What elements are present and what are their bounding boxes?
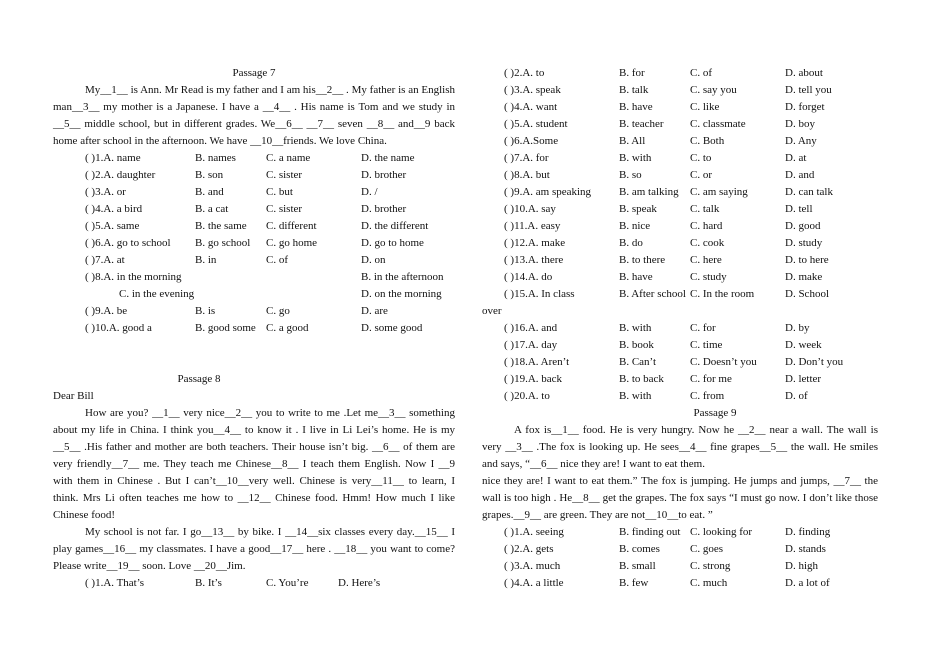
passage-8-greeting: Dear Bill <box>53 390 94 402</box>
option-text: C. in the evening <box>119 288 195 300</box>
option-text: C. or <box>690 169 712 181</box>
option-text: B. am talking <box>619 186 679 198</box>
question-row <box>482 218 878 235</box>
option-text: D. can talk <box>785 186 833 198</box>
question-row <box>482 133 878 150</box>
option-text: ( )16.A. and <box>504 322 558 334</box>
option-text: D. high <box>785 560 818 572</box>
passage-9-text-1: A fox is__1__ food. He is very hungry. Now he __2__ near a wall. The wall is very __3__ .The fox is looking up. He sees__4__ fine grapes__5__ the wall. He smiles and says, “__6__ nice they are! I want to eat them. <box>482 424 878 470</box>
option-text: C. sister <box>266 169 303 181</box>
passage-7-title: Passage 7 <box>232 67 276 79</box>
question-row <box>482 337 878 354</box>
passage-9-title: Passage 9 <box>693 407 737 419</box>
option-text: ( )8.A. but <box>504 169 550 181</box>
option-text: B. so <box>619 169 642 181</box>
option-text: B. good some <box>195 322 256 334</box>
passage-8-title: Passage 8 <box>177 373 221 385</box>
option-text: B. names <box>195 152 236 164</box>
option-text: D. go to home <box>361 237 424 249</box>
left-column <box>53 65 455 592</box>
option-text: C. strong <box>690 560 731 572</box>
option-text: ( )8.A. in the morning <box>85 271 182 283</box>
passage-7-text: My__1__ is Ann. Mr Read is my father and I am his__2__ . My father is an English man__3__ my mother is a Japanese. I have a __4__ . His name is Tom and we study in __5__ middle school, but in different grades. We__6__ __7__ seven __8__ and__9 back home after school in the afternoon. We have __10__friends. We love China. <box>53 84 455 147</box>
option-text: B. few <box>619 577 649 589</box>
passage-8-questions-right <box>482 65 878 405</box>
option-text: C. of <box>690 67 712 79</box>
option-text: D. good <box>785 220 821 232</box>
option-text: B. in the afternoon <box>361 271 444 283</box>
option-text: C. here <box>690 254 722 266</box>
option-text: D. make <box>785 271 823 283</box>
option-text: ( )11.A. easy <box>504 220 561 232</box>
option-text: C. classmate <box>690 118 746 130</box>
option-text: C. of <box>266 254 288 266</box>
option-text: B. talk <box>619 84 649 96</box>
option-text: C. a name <box>266 152 311 164</box>
passage-8-text-1: How are you? __1__ very nice__2__ you to write to me .Let me__3__ something about my life in China. I think you__4__ to know it . I live in Li Lei’s home. He is my __5__ .His father and mother are both teachers. Their house isn’t big. __6__ of them are very friendly__7__ me. They teach me Chinese__8__ I teach them English. Now I __9 with them in Chinese . But I can’t__10__very well. Chinese is very__11__ to learn, I think. Mrs Li often teaches me how to __12__ Chinese food. Hmm! How much I like Chinese food! <box>53 407 455 521</box>
question-row <box>53 235 455 252</box>
option-text: D. School <box>785 288 829 300</box>
option-text: D. to here <box>785 254 829 266</box>
option-text: D. forget <box>785 101 825 113</box>
option-text: C. sister <box>266 203 303 215</box>
passage-8-questions-left <box>53 575 455 592</box>
option-text: B. in <box>195 254 217 266</box>
option-text: D. / <box>361 186 378 198</box>
question-row <box>53 150 455 167</box>
option-text: B. small <box>619 560 656 572</box>
question-row <box>53 167 455 184</box>
question-row <box>482 269 878 286</box>
question-row <box>482 116 878 133</box>
option-text: B. do <box>619 237 643 249</box>
option-text: ( )9.A. be <box>85 305 128 317</box>
option-text: ( )6.A. go to school <box>85 237 171 249</box>
option-text: ( )2.A. daughter <box>85 169 156 181</box>
option-text: B. book <box>619 339 654 351</box>
question-row <box>482 252 878 269</box>
option-text: D. on the morning <box>361 288 442 300</box>
option-text: B. go school <box>195 237 251 249</box>
option-text: C. to <box>690 152 712 164</box>
option-text: B. the same <box>195 220 247 232</box>
question-row <box>482 524 878 541</box>
option-text: ( )4.A. a bird <box>85 203 143 215</box>
question-row <box>482 235 878 252</box>
option-text: B. son <box>195 169 224 181</box>
question-row <box>482 320 878 337</box>
option-text: B. a cat <box>195 203 229 215</box>
option-text: C. study <box>690 271 727 283</box>
option-text: D. the name <box>361 152 415 164</box>
option-text: ( )15.A. In class <box>504 288 575 300</box>
option-text: B. is <box>195 305 216 317</box>
option-text: B. teacher <box>619 118 664 130</box>
option-text: ( )18.A. Aren’t <box>504 356 570 368</box>
option-text: ( )3.A. speak <box>504 84 561 96</box>
option-text: ( )3.A. or <box>85 186 126 198</box>
option-text: ( )19.A. back <box>504 373 563 385</box>
option-text: D. letter <box>785 373 822 385</box>
option-text: D. some good <box>361 322 423 334</box>
option-text: C. like <box>690 101 720 113</box>
question-row <box>482 82 878 99</box>
option-text: C. a good <box>266 322 309 334</box>
option-text: D. week <box>785 339 822 351</box>
option-text: D. and <box>785 169 815 181</box>
option-text: ( )5.A. same <box>85 220 140 232</box>
option-text: B. It’s <box>195 577 222 589</box>
option-text: C. Doesn’t you <box>690 356 757 368</box>
option-text: D. by <box>785 322 810 334</box>
option-text: D. brother <box>361 203 407 215</box>
option-text: D. finding <box>785 526 831 538</box>
option-text: over <box>482 305 502 317</box>
question-row <box>482 286 878 303</box>
option-text: C. am saying <box>690 186 748 198</box>
option-text: D. boy <box>785 118 815 130</box>
option-text: ( )10.A. say <box>504 203 556 215</box>
option-text: D. Any <box>785 135 817 147</box>
option-text: ( )7.A. for <box>504 152 549 164</box>
option-text: D. brother <box>361 169 407 181</box>
option-text: C. time <box>690 339 723 351</box>
option-text: ( )20.A. to <box>504 390 550 402</box>
question-row <box>482 99 878 116</box>
option-text: D. tell <box>785 203 813 215</box>
question-row <box>482 150 878 167</box>
question-row <box>53 286 455 303</box>
option-text: ( )13.A. there <box>504 254 564 266</box>
question-row <box>482 558 878 575</box>
option-text: C. from <box>690 390 725 402</box>
question-row <box>482 167 878 184</box>
option-text: ( )7.A. at <box>85 254 125 266</box>
option-text: C. go <box>266 305 290 317</box>
option-text: C. You’re <box>266 577 309 589</box>
option-text: ( )5.A. student <box>504 118 568 130</box>
right-column <box>482 65 878 592</box>
question-row <box>53 269 455 286</box>
option-text: C. say you <box>690 84 737 96</box>
passage-9-text-2: nice they are! I want to eat them.” The fox is jumping. He jumps and jumps, __7__ the wall is too high . He__8__ get the grapes. The fox says “I must go now. I don’t like those grapes.__9__ are green. They are not__10__to eat. ” <box>482 475 878 521</box>
question-row <box>53 184 455 201</box>
option-text: C. cook <box>690 237 725 249</box>
option-text: B. and <box>195 186 224 198</box>
option-text: C. for <box>690 322 716 334</box>
option-text: D. stands <box>785 543 826 555</box>
question-row <box>482 65 878 82</box>
option-text: B. comes <box>619 543 660 555</box>
option-text: B. finding out <box>619 526 681 538</box>
option-text: C. talk <box>690 203 720 215</box>
question-row <box>482 371 878 388</box>
option-text: C. hard <box>690 220 723 232</box>
option-text: C. much <box>690 577 728 589</box>
option-text: B. After school <box>619 288 686 300</box>
option-text: ( )17.A. day <box>504 339 558 351</box>
question-row <box>482 184 878 201</box>
option-text: ( )6.A.Some <box>504 135 559 147</box>
option-text: B. to back <box>619 373 664 385</box>
option-text: ( )2.A. to <box>504 67 545 79</box>
option-text: B. have <box>619 101 653 113</box>
option-text: B. with <box>619 152 652 164</box>
question-row <box>482 575 878 592</box>
option-text: D. at <box>785 152 807 164</box>
option-text: ( )10.A. good a <box>85 322 152 334</box>
option-text: D. on <box>361 254 386 266</box>
option-text: B. speak <box>619 203 657 215</box>
option-text: D. study <box>785 237 823 249</box>
question-row <box>482 201 878 218</box>
question-row <box>53 575 455 592</box>
option-text: C. but <box>266 186 293 198</box>
option-text: D. of <box>785 390 808 402</box>
option-text: ( )4.A. a little <box>504 577 564 589</box>
question-row <box>53 252 455 269</box>
option-text: D. about <box>785 67 823 79</box>
option-text: ( )12.A. make <box>504 237 566 249</box>
option-text: C. go home <box>266 237 318 249</box>
passage-7-questions <box>53 150 455 337</box>
option-text: B. with <box>619 322 652 334</box>
option-text: D. the different <box>361 220 429 232</box>
option-text: B. nice <box>619 220 651 232</box>
option-text: ( )1.A. seeing <box>504 526 564 538</box>
option-text: B. for <box>619 67 645 79</box>
passage-8-text-2: My school is not far. I go__13__ by bike. I __14__six classes every day.__15__ I play games__16__ my classmates. I have a good__17__ here . __18__ you want to come? Please write__19__ soon. Love __20__Jim. <box>53 526 455 572</box>
option-text: D. Here’s <box>338 577 381 589</box>
option-text: C. looking for <box>690 526 753 538</box>
question-row <box>53 218 455 235</box>
option-text: D. tell you <box>785 84 832 96</box>
option-text: B. Can’t <box>619 356 657 368</box>
passage-9-questions <box>482 524 878 592</box>
question-row <box>53 303 455 320</box>
question-row <box>53 201 455 218</box>
question-row <box>482 388 878 405</box>
option-text: C. goes <box>690 543 723 555</box>
option-text: ( )9.A. am speaking <box>504 186 592 198</box>
option-text: D. Don’t you <box>785 356 844 368</box>
option-text: C. Both <box>690 135 725 147</box>
option-text: ( )2.A. gets <box>504 543 554 555</box>
option-text: D. are <box>361 305 388 317</box>
option-text: C. different <box>266 220 317 232</box>
question-row <box>482 541 878 558</box>
option-text: ( )1.A. That’s <box>85 577 145 589</box>
option-text: C. for me <box>690 373 732 385</box>
question-row <box>53 320 455 337</box>
question-row <box>482 354 878 371</box>
option-text: B. to there <box>619 254 666 266</box>
option-text: B. have <box>619 271 653 283</box>
option-text: B. All <box>619 135 646 147</box>
option-text: ( )1.A. name <box>85 152 141 164</box>
question-row <box>482 303 878 320</box>
option-text: ( )14.A. do <box>504 271 553 283</box>
option-text: D. a lot of <box>785 577 830 589</box>
option-text: ( )3.A. much <box>504 560 561 572</box>
option-text: ( )4.A. want <box>504 101 558 113</box>
option-text: B. with <box>619 390 652 402</box>
option-text: C. In the room <box>690 288 755 300</box>
